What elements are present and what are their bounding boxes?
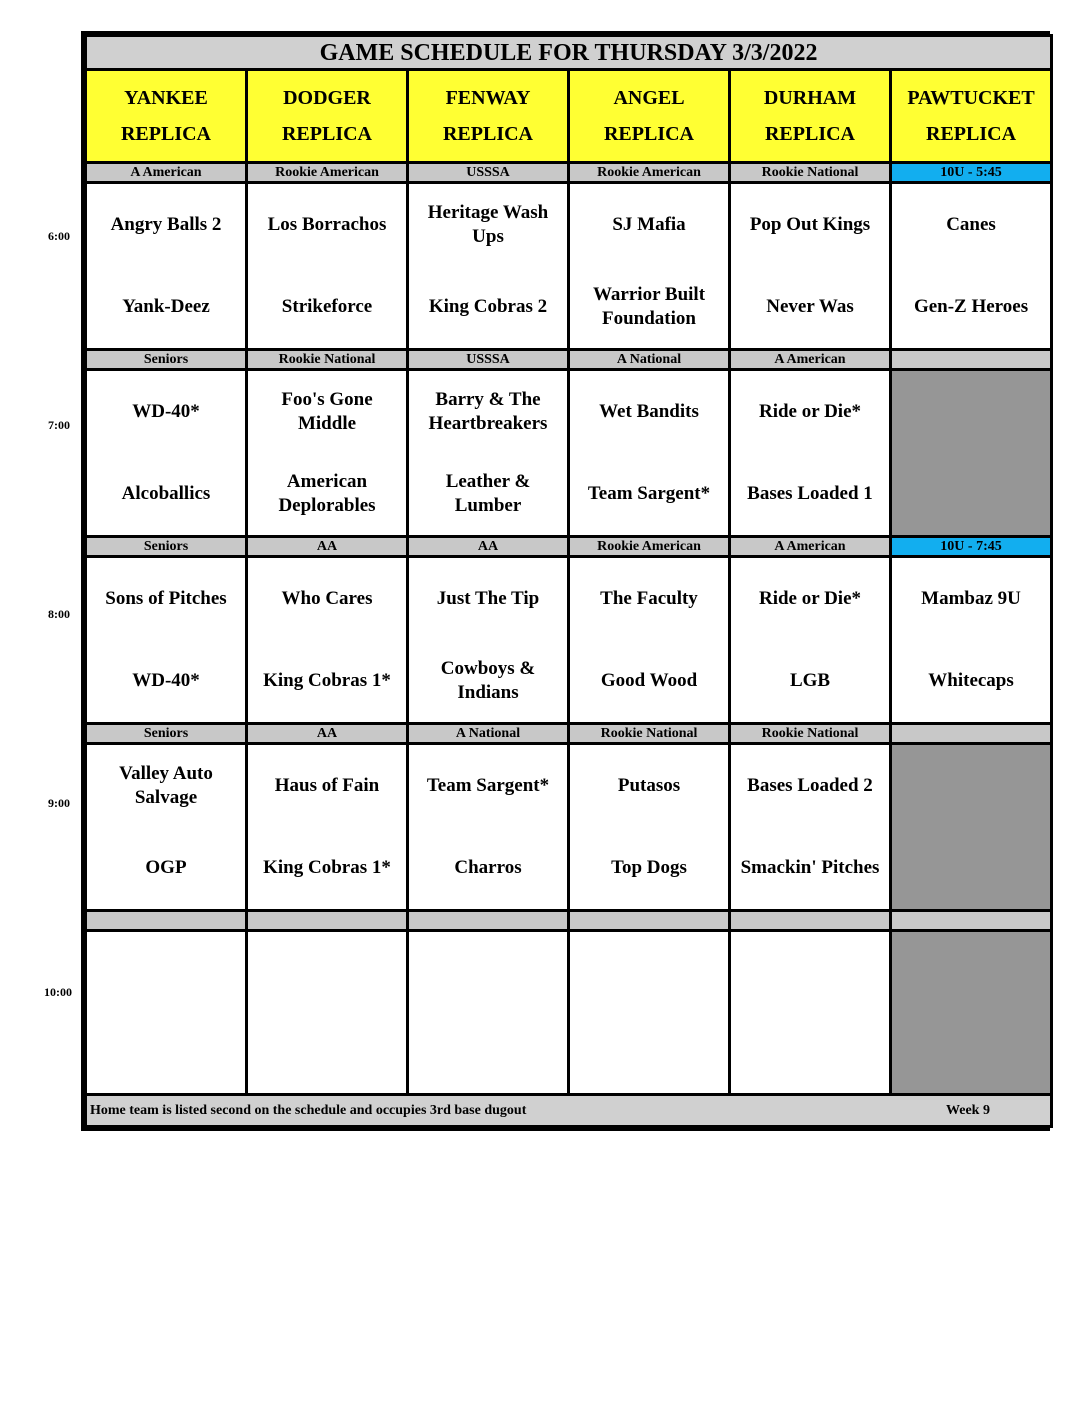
game-cell: [408, 183, 569, 350]
game-cell: [730, 370, 891, 537]
empty-cell: [569, 931, 730, 1095]
away-team: WD-40*: [132, 401, 200, 422]
empty-cell: [86, 931, 247, 1095]
away-team: Heritage Wash Ups: [427, 202, 549, 247]
time-slot-label: 6:00: [48, 229, 70, 243]
field-name: PAWTUCKET: [907, 87, 1035, 109]
division-label: A American: [730, 350, 891, 370]
division-label: Rookie American: [247, 163, 408, 183]
game-row: [86, 931, 1052, 1095]
home-team: King Cobras 1*: [263, 670, 391, 691]
home-team: Bases Loaded 1: [747, 483, 873, 504]
time-slot-label: 9:00: [48, 796, 70, 810]
division-label: Rookie National: [247, 350, 408, 370]
schedule-title: GAME SCHEDULE FOR THURSDAY 3/3/2022: [86, 36, 1052, 70]
division-label: Seniors: [86, 537, 247, 557]
division-label: [891, 350, 1052, 370]
empty-cell: [247, 931, 408, 1095]
game-cell: [86, 183, 247, 350]
away-team: Wet Bandits: [599, 401, 699, 422]
time-slot-label: 8:00: [48, 607, 70, 621]
game-cell: [730, 183, 891, 350]
game-row: [86, 744, 1052, 911]
division-label: Seniors: [86, 724, 247, 744]
away-team: Sons of Pitches: [105, 588, 227, 609]
division-label: [569, 911, 730, 931]
home-team: LGB: [789, 670, 831, 691]
division-label: USSSA: [408, 350, 569, 370]
division-label: A National: [569, 350, 730, 370]
home-team: King Cobras 1*: [263, 857, 391, 878]
time-slot-label: 7:00: [48, 418, 70, 432]
home-team: Good Wood: [600, 670, 698, 691]
home-team: King Cobras 2: [428, 296, 548, 317]
away-team: Pop Out Kings: [749, 214, 871, 235]
week-label: Week 9: [946, 1103, 990, 1118]
field-name: YANKEE: [124, 87, 208, 109]
field-subtitle: REPLICA: [926, 123, 1017, 145]
division-row: [86, 537, 1052, 557]
away-team: Team Sargent*: [426, 775, 550, 796]
home-team: Charros: [454, 857, 522, 878]
empty-cell: [730, 931, 891, 1095]
field-subtitle: REPLICA: [603, 123, 694, 145]
division-label: [86, 911, 247, 931]
field-name: FENWAY: [445, 87, 531, 109]
game-cell: [408, 370, 569, 537]
home-team: WD-40*: [132, 670, 200, 691]
empty-cell: [408, 931, 569, 1095]
away-team: Ride or Die*: [758, 588, 862, 609]
division-label: Rookie American: [569, 537, 730, 557]
closed-cell: [891, 744, 1052, 911]
game-cell: [730, 744, 891, 911]
game-cell: [247, 557, 408, 724]
division-label: [408, 911, 569, 931]
division-label: [891, 724, 1052, 744]
division-row: [86, 724, 1052, 744]
away-team: Angry Balls 2: [110, 214, 222, 235]
game-cell: [86, 557, 247, 724]
game-cell: [247, 183, 408, 350]
division-label: Rookie National: [730, 724, 891, 744]
division-label: A American: [730, 537, 891, 557]
game-cell: [86, 744, 247, 911]
away-team: Foo's Gone Middle: [281, 389, 373, 434]
division-row: [86, 350, 1052, 370]
game-row: [86, 183, 1052, 350]
game-row: [86, 370, 1052, 537]
game-cell: [247, 744, 408, 911]
field-name: DODGER: [283, 87, 371, 109]
away-team: Valley Auto Salvage: [119, 763, 213, 808]
home-team: Alcoballics: [121, 483, 211, 504]
home-team: Strikeforce: [281, 296, 373, 317]
division-row: [86, 163, 1052, 183]
home-team: Yank-Deez: [122, 296, 210, 317]
division-label: Seniors: [86, 350, 247, 370]
footer-note: Home team is listed second on the schedule and occupies 3rd base dugout: [90, 1103, 527, 1118]
home-team: OGP: [145, 857, 187, 878]
field-header-durham: [730, 70, 891, 163]
closed-cell: [891, 931, 1052, 1095]
division-label: A American: [86, 163, 247, 183]
game-cell: [569, 744, 730, 911]
division-label: [891, 911, 1052, 931]
field-header-dodger: [247, 70, 408, 163]
game-cell: [569, 557, 730, 724]
game-row: [86, 557, 1052, 724]
field-subtitle: REPLICA: [442, 123, 533, 145]
field-name: ANGEL: [613, 87, 685, 109]
division-label: AA: [247, 724, 408, 744]
division-label: Rookie National: [569, 724, 730, 744]
division-label: A National: [408, 724, 569, 744]
closed-cell: [891, 370, 1052, 537]
division-label: AA: [408, 537, 569, 557]
game-cell: [408, 744, 569, 911]
away-team: Putasos: [617, 775, 681, 796]
home-team: Warrior Built Foundation: [592, 284, 706, 329]
away-team: Ride or Die*: [758, 401, 862, 422]
field-subtitle: REPLICA: [120, 123, 211, 145]
division-label: 10U - 7:45: [891, 537, 1052, 557]
field-header-pawtucket: [891, 70, 1052, 163]
division-label: Rookie American: [569, 163, 730, 183]
away-team: Who Cares: [281, 588, 373, 609]
schedule-table: [84, 34, 1053, 1128]
division-label: USSSA: [408, 163, 569, 183]
field-subtitle: REPLICA: [281, 123, 372, 145]
game-cell: [86, 370, 247, 537]
field-name: DURHAM: [763, 87, 857, 109]
home-team: Team Sargent*: [587, 483, 711, 504]
away-team: Bases Loaded 2: [747, 775, 873, 796]
away-team: SJ Mafia: [612, 214, 686, 235]
home-team: Top Dogs: [611, 857, 687, 878]
away-team: Mambaz 9U: [921, 588, 1021, 609]
field-subtitle: REPLICA: [764, 123, 855, 145]
home-team: American Deplorables: [278, 471, 376, 516]
away-team: Haus of Fain: [274, 775, 380, 796]
home-team: Cowboys & Indians: [440, 658, 536, 703]
away-team: Just The Tip: [436, 588, 540, 609]
game-cell: [569, 183, 730, 350]
away-team: Barry & The Heartbreakers: [428, 389, 548, 434]
division-label: 10U - 5:45: [891, 163, 1052, 183]
game-cell: [730, 557, 891, 724]
away-team: Los Borrachos: [267, 214, 387, 235]
game-cell: [569, 370, 730, 537]
time-slot-label: 10:00: [44, 985, 72, 999]
field-header-fenway: [408, 70, 569, 163]
game-cell: [891, 557, 1052, 724]
game-cell: [408, 557, 569, 724]
field-header-angel: [569, 70, 730, 163]
away-team: The Faculty: [600, 588, 698, 609]
home-team: Gen-Z Heroes: [913, 296, 1029, 317]
division-label: [730, 911, 891, 931]
home-team: Never Was: [766, 296, 854, 317]
home-team: Whitecaps: [928, 670, 1014, 691]
division-label: [247, 911, 408, 931]
game-cell: [247, 370, 408, 537]
away-team: Canes: [946, 214, 996, 235]
home-team: Smackin' Pitches: [740, 857, 880, 878]
field-header-yankee: [86, 70, 247, 163]
division-label: Rookie National: [730, 163, 891, 183]
division-row: [86, 911, 1052, 931]
home-team: Leather & Lumber: [445, 471, 531, 516]
division-label: AA: [247, 537, 408, 557]
game-cell: [891, 183, 1052, 350]
schedule-sheet: [81, 31, 1050, 1131]
footer-bar: [86, 1095, 1052, 1127]
